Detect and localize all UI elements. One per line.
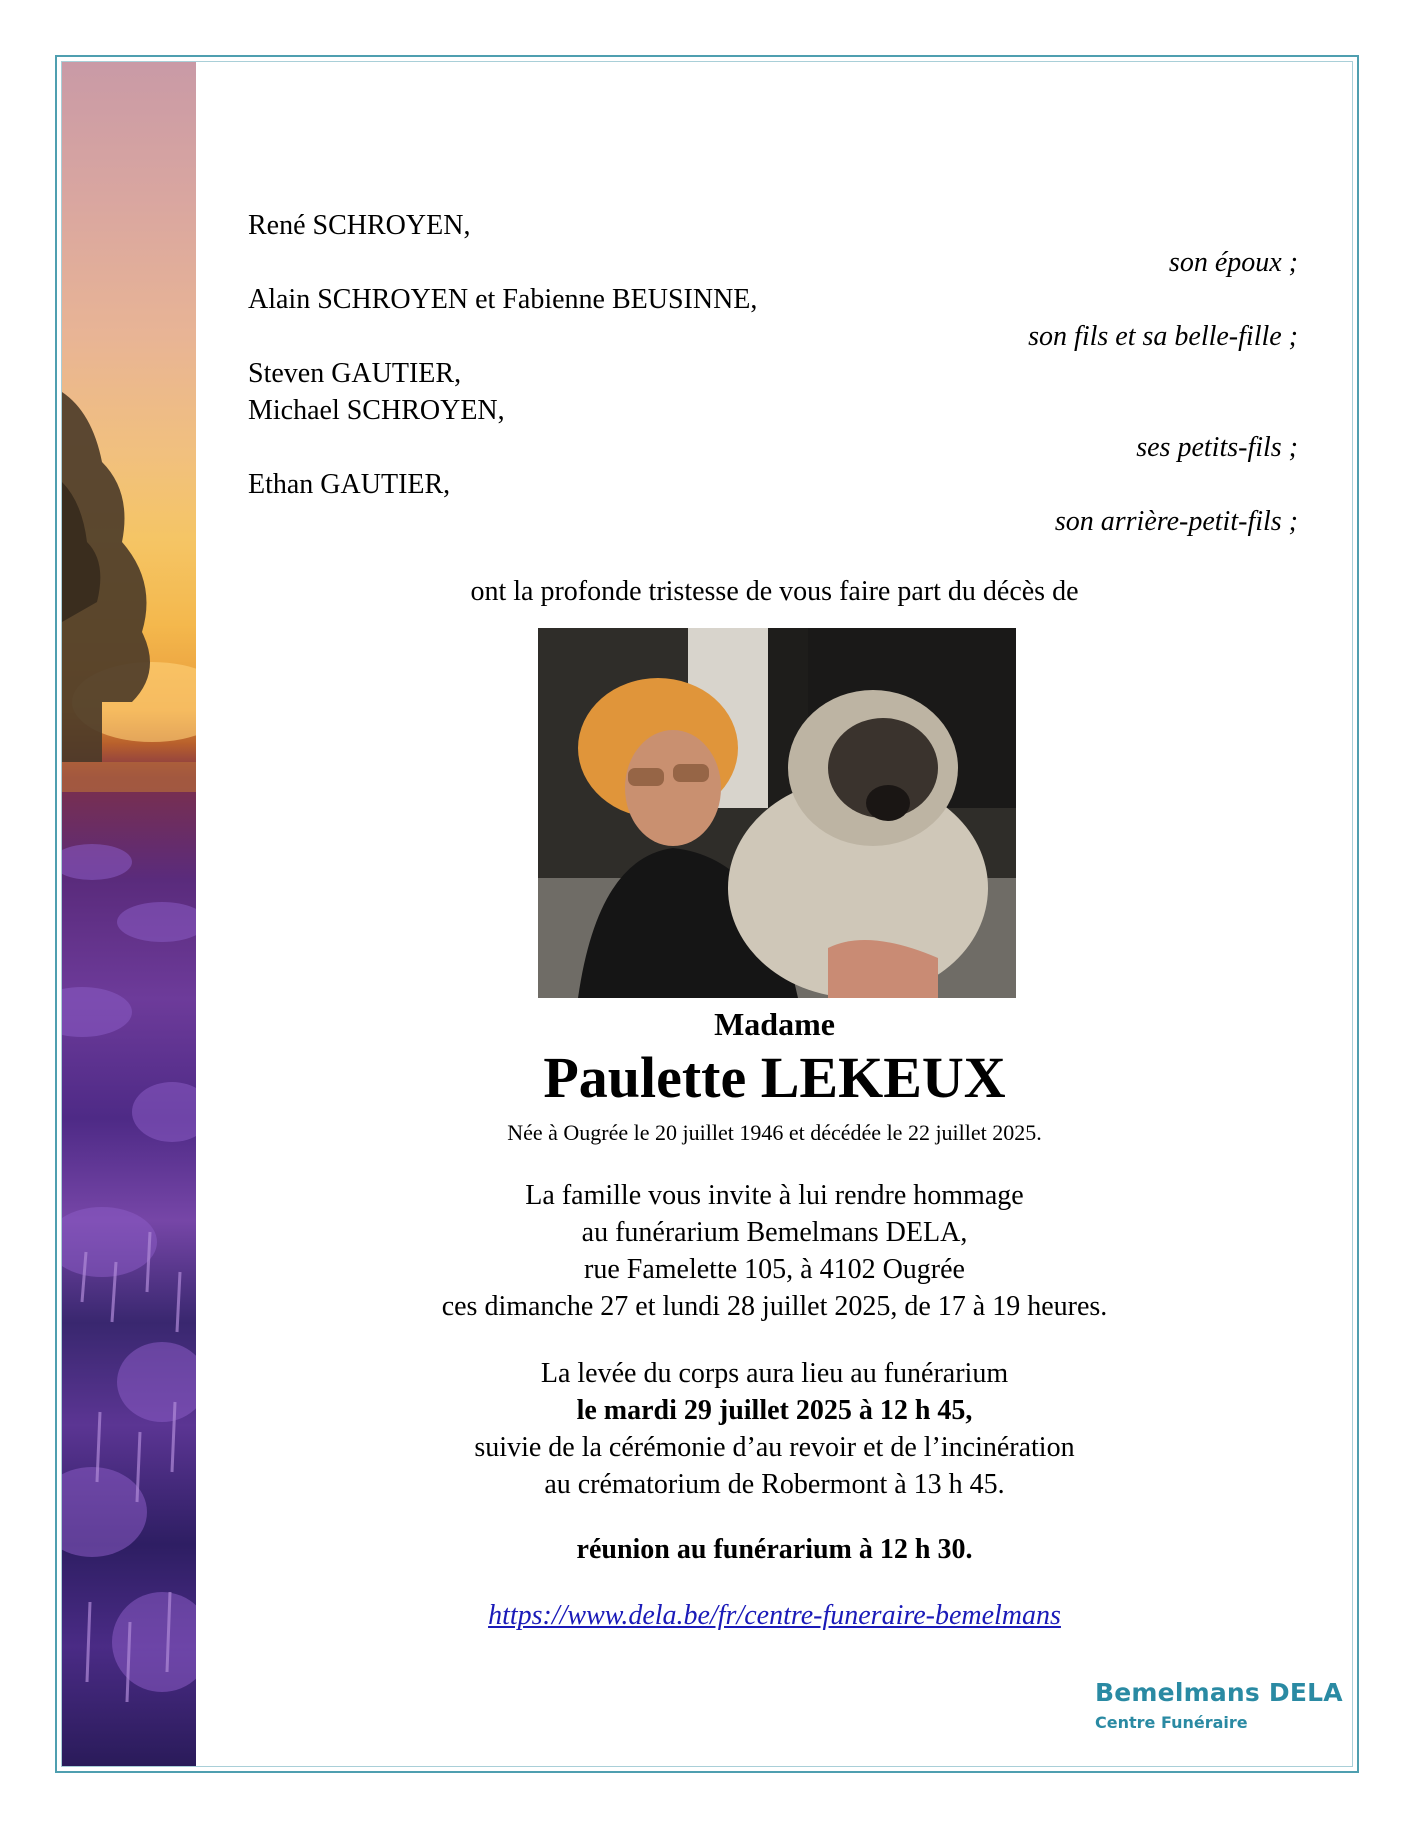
visitation-line: La famille vous invite à lui rendre hommage [525, 1180, 1024, 1211]
announcement-text: ont la profonde tristesse de vous faire part du décès de [470, 576, 1079, 607]
family-greatgrandson-relation: son arrière-petit-fils ; [1054, 506, 1298, 537]
funeral-home-link-row [196, 1600, 1353, 1632]
logo-subtitle: Centre Funéraire [1095, 1713, 1248, 1732]
visitation-line: au funérarium Bemelmans DELA, [581, 1217, 968, 1248]
family-grandson-name: Michael SCHROYEN, [248, 395, 505, 426]
meeting-info: réunion au funérarium à 12 h 30. [576, 1534, 973, 1565]
logo-brand-name: Bemelmans DELA [1095, 1678, 1343, 1707]
visitation-line: ces dimanche 27 et lundi 28 juillet 2025, de 17 à 19 heures. [441, 1291, 1108, 1322]
family-son-name: Alain SCHROYEN et Fabienne BEUSINNE, [248, 284, 758, 315]
deceased-dates: Née à Ougrée le 20 juillet 1946 et décédée le 22 juillet 2025. [507, 1120, 1042, 1145]
deceased-name: Paulette LEKEUX [543, 1045, 1006, 1110]
ceremony-line: au crématorium de Robermont à 13 h 45. [544, 1469, 1005, 1500]
ceremony-line: La levée du corps aura lieu au funérarium [540, 1358, 1009, 1389]
deceased-title: Madame [714, 1006, 835, 1042]
family-husband-name: René SCHROYEN, [248, 210, 471, 241]
deceased-portrait-photo [538, 628, 1016, 998]
visitation-line: rue Famelette 105, à 4102 Ougrée [584, 1254, 965, 1285]
bemelmans-dela-logo [1095, 1678, 1345, 1732]
lavender-field-image [62, 62, 196, 1766]
family-husband-relation: son époux ; [1168, 247, 1298, 278]
funeral-home-link[interactable]: https://www.dela.be/fr/centre-funeraire-bemelmans [488, 1600, 1061, 1631]
family-grandson-name: Steven GAUTIER, [248, 358, 462, 389]
ceremony-line: suivie de la cérémonie d’au revoir et de l’incinération [474, 1432, 1075, 1463]
ceremony-date: le mardi 29 juillet 2025 à 12 h 45, [576, 1395, 973, 1426]
family-son-relation: son fils et sa belle-fille ; [1028, 321, 1298, 352]
family-greatgrandson-name: Ethan GAUTIER, [248, 469, 451, 500]
family-grandsons-relation: ses petits-fils ; [1136, 432, 1298, 463]
